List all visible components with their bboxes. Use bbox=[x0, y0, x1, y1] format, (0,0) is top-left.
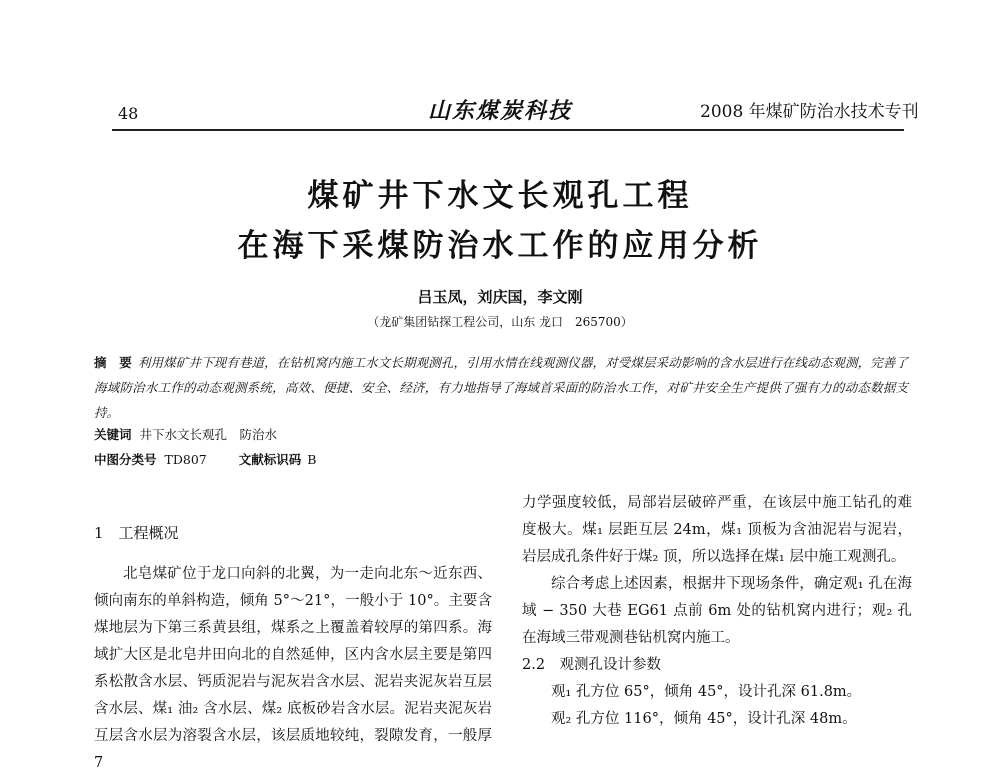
left-column bbox=[94, 520, 492, 777]
class-value: TD807 bbox=[164, 452, 207, 467]
abstract-label: 摘 要 bbox=[94, 355, 132, 370]
abstract bbox=[94, 350, 908, 425]
doc-code-value: B bbox=[307, 452, 317, 467]
doc-code-label: 文献标识码 bbox=[238, 452, 302, 467]
design-param: 观₁ 孔方位 65°，倾角 45°，设计孔深 61.8m。 bbox=[551, 684, 862, 700]
page-number: 48 bbox=[118, 104, 139, 123]
body-paragraph: 力学强度较低，局部岩层破碎严重，在该层中施工钻孔的难度极大。煤₁ 层距互层 24m，煤₁ 顶板为含油泥岩与泥岩，岩层成孔条件好于煤₂ 顶，所以选择在煤₁ 层中施工观测孔。 bbox=[522, 495, 912, 565]
subsection-heading: 2.2 观测孔设计参数 bbox=[522, 657, 662, 673]
affiliation: （龙矿集团钻探工程公司，山东 龙口 265700） bbox=[367, 315, 633, 329]
right-column bbox=[522, 490, 912, 733]
article-title-line1: 煤矿井下水文长观孔工程 bbox=[307, 178, 693, 214]
header-divider bbox=[112, 129, 904, 131]
design-param: 观₂ 孔方位 116°，倾角 45°，设计孔深 48m。 bbox=[551, 711, 857, 727]
special-issue-title: 2008 年煤矿防治水技术专刊 bbox=[700, 102, 919, 122]
article-title-line2: 在海下采煤防治水工作的应用分析 bbox=[237, 228, 763, 264]
keywords-label: 关键词 bbox=[94, 427, 132, 442]
body-paragraph: 北皂煤矿位于龙口向斜的北翼，为一走向北东～近东西、倾向南东的单斜构造，倾角 5°～21°，一般小于 10°。主要含煤地层为下第三系黄县组，煤系之上覆盖着较厚的第四系。海域扩大区是北皂井田向北的自然延伸，区内含水层主要是第四系松散含水层、钙质泥岩与泥灰岩含水层、泥岩夹泥灰岩互层含水层、煤₁ 油₂ 含水层、煤₂ 底板砂岩含水层。泥岩夹泥灰岩互层含水层为溶裂含水层，该层质地较纯，裂隙发育，一般厚 7 bbox=[94, 566, 492, 771]
abstract-text: 利用煤矿井下现有巷道，在钻机窝内施工水文长期观测孔，引用水情在线观测仪器，对受煤层采动影响的含水层进行在线动态观测，完善了海域防治水工作的动态观测系统，高效、便捷、安全、经济，有力地指导了海域首采面的防治水工作，对矿井安全生产提供了强有力的动态数据支持。 bbox=[94, 355, 908, 420]
keywords-value: 井下水文长观孔 防治水 bbox=[139, 427, 278, 442]
section-heading: 1 工程概况 bbox=[94, 524, 179, 542]
body-paragraph: 综合考虑上述因素，根据井下现场条件，确定观₁ 孔在海域 − 350 大巷 EG61 点前 6m 处的钻机窝内进行；观₂ 孔在海域三带观测巷钻机窝内施工。 bbox=[522, 576, 912, 646]
keywords bbox=[94, 425, 277, 443]
journal-name: 山东煤炭科技 bbox=[428, 98, 573, 124]
class-label: 中图分类号 bbox=[94, 452, 157, 467]
authors: 吕玉凤，刘庆国，李文刚 bbox=[417, 288, 583, 306]
classification bbox=[94, 450, 316, 468]
